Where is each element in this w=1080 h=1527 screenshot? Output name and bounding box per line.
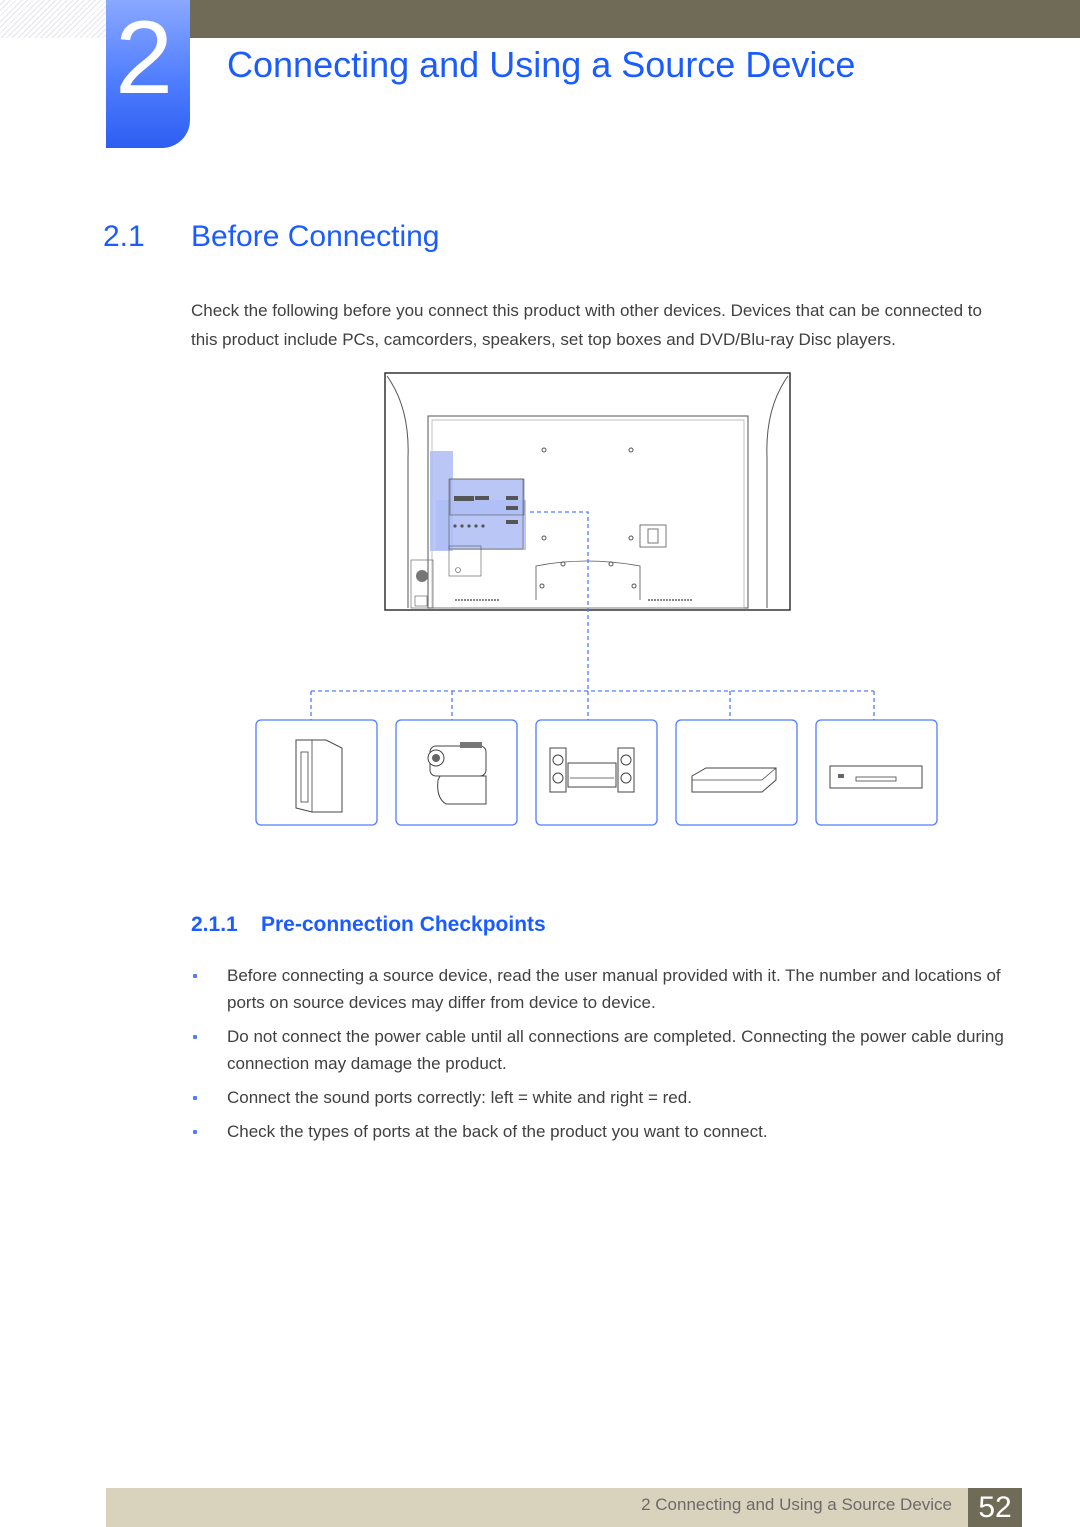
- list-item: [191, 1118, 1011, 1145]
- connection-diagram: [250, 368, 950, 838]
- chapter-number-block: [106, 0, 190, 148]
- bullet-icon: [193, 1130, 197, 1134]
- section-title: Before Connecting: [191, 220, 440, 253]
- bullet-icon: [193, 1096, 197, 1100]
- list-item: [191, 1084, 1011, 1111]
- bullet-icon: [193, 1035, 197, 1039]
- speaker-system-icon: [536, 720, 657, 825]
- header-hatch-pattern: [0, 0, 106, 38]
- list-item-text: Check the types of ports at the back of the product you want to connect.: [227, 1122, 768, 1141]
- section-number: 2.1: [103, 220, 145, 253]
- bullet-icon: [193, 974, 197, 978]
- header-bar: [190, 0, 1080, 38]
- list-item-text: Before connecting a source device, read the user manual provided with it. The number and locations of ports on source devices may differ from device to device.: [227, 966, 1001, 1012]
- list-item-text: Connect the sound ports correctly: left = white and right = red.: [227, 1088, 692, 1107]
- camcorder-icon: [396, 720, 517, 825]
- page-number: 52: [968, 1488, 1022, 1527]
- chapter-number: 2: [115, 0, 173, 116]
- set-top-box-icon: [676, 720, 797, 825]
- subsection-number: 2.1.1: [191, 913, 238, 936]
- footer-chapter-label: 2 Connecting and Using a Source Device: [641, 1495, 952, 1514]
- intro-paragraph: Check the following before you connect this product with other devices. Devices that can be connected to this product include PCs, camcorders, speakers, set top boxes and DVD/Blu-ray Disc players.: [191, 301, 982, 349]
- subsection-title: Pre-connection Checkpoints: [261, 913, 546, 936]
- list-item: [191, 962, 1011, 1016]
- checkpoint-list: [191, 962, 1011, 1152]
- list-item-text: Do not connect the power cable until all connections are completed. Connecting the power cable during connection may damage the product.: [227, 1027, 1004, 1073]
- pc-tower-icon: [256, 720, 377, 825]
- list-item: [191, 1023, 1011, 1077]
- dvd-player-icon: [816, 720, 937, 825]
- chapter-title: Connecting and Using a Source Device: [227, 44, 856, 85]
